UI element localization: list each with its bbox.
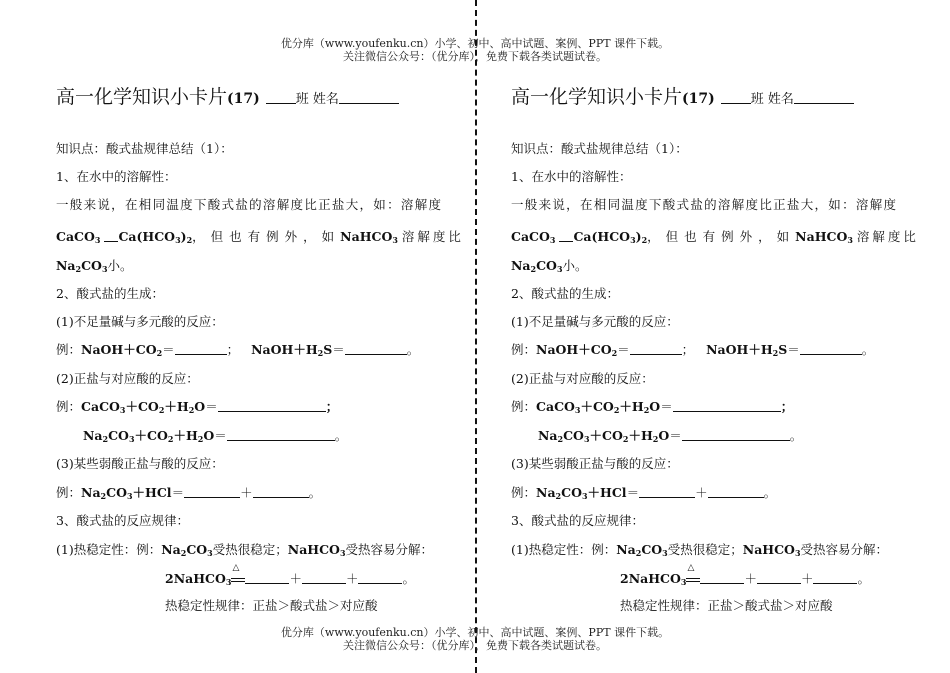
example-label: 例： xyxy=(511,342,537,357)
na2co3-na: Na xyxy=(616,542,636,557)
example-label: 例： xyxy=(56,342,82,357)
name-blank xyxy=(339,91,399,104)
caco3: CaCO xyxy=(511,229,550,244)
card-title xyxy=(56,80,476,114)
answer-blank xyxy=(345,342,407,355)
card-title-main: 高一化学知识小卡片 xyxy=(511,86,683,108)
plus-co2: ＋CO xyxy=(589,428,623,443)
nahco3: NaHCO xyxy=(340,229,393,244)
solubility-formula-line: CaCO$_3$ $Ca(HCO_3)_2$，但也有例外，如NaHCO$_3$ 溶解度比 xyxy=(511,229,919,245)
na2co3-co: CO xyxy=(106,485,127,500)
answer-blank xyxy=(253,485,309,498)
answer-blank xyxy=(184,485,240,498)
plus: ＋ xyxy=(695,485,708,500)
answer-blank xyxy=(245,571,289,584)
answer-blank xyxy=(700,571,744,584)
decompose-text: 受热容易分解： xyxy=(345,542,434,557)
plus-hcl: ＋HCl xyxy=(132,485,172,500)
footer-line-2: 关注微信公众号：（优分库），免费下载各类试题试卷。 xyxy=(343,639,607,652)
section-2-3: (3)某些弱酸正盐与酸的反应： xyxy=(56,456,224,471)
naoh-h2s-a: NaOH＋H xyxy=(251,342,318,357)
decomposition-line: 2NaHCO$_3$ △ ＋ ＋ 。 xyxy=(620,570,950,588)
answer-blank xyxy=(630,342,682,355)
reaction-2-line: 例：$CaCO_3+CO_2+H_2O=$ ； xyxy=(56,399,339,415)
plus-co2: ＋CO xyxy=(134,428,168,443)
equals: ＝ xyxy=(660,399,673,414)
reaction-4-line: 例：$Na_2CO_3+HCl=$ ＋ 。 xyxy=(56,485,322,501)
header-line-2: 关注微信公众号：（优分库），免费下载各类试题试卷。 xyxy=(343,50,607,63)
exception-text: ，但也有例外，如 xyxy=(192,229,341,244)
ca-hco3: Ca(HCO xyxy=(118,229,176,244)
plus-h2o-a: ＋H xyxy=(164,399,189,414)
na2co3-na: Na xyxy=(511,258,531,273)
heat-triangle: △ xyxy=(232,563,240,573)
plus-h2o-b: O xyxy=(658,428,670,443)
na2co3-na: Na xyxy=(83,428,103,443)
plus-h2o-a: ＋H xyxy=(628,428,653,443)
section-3-1: (1)热稳定性：例：$Na_2CO_3$受热很稳定；NaHCO$_3$受热容易分解： xyxy=(511,542,889,558)
plus-h2o-a: ＋H xyxy=(173,428,198,443)
period: 。 xyxy=(402,571,415,586)
answer-blank xyxy=(673,399,781,412)
small-text: 小。 xyxy=(562,258,588,273)
na2co3-co: CO xyxy=(108,428,129,443)
nahco3: NaHCO xyxy=(287,542,340,557)
na2co3-small-line: $Na_2CO_3$小。 xyxy=(511,258,588,274)
thermal-stability-label: (1)热稳定性：例： xyxy=(56,542,162,557)
answer-blank xyxy=(682,428,790,441)
plus-h2o-a: ＋H xyxy=(619,399,644,414)
equals: ＝ xyxy=(214,428,227,443)
reaction-1-line: 例：$NaOH+CO_2=$ ； $NaOH+H_2S=$ 。 xyxy=(511,342,875,358)
example-label: 例： xyxy=(56,485,82,500)
section-2-heading: 2、酸式盐的生成： xyxy=(56,286,164,301)
na2co3-na: Na xyxy=(161,542,181,557)
na2co3-small-line: $Na_2CO_3$小。 xyxy=(56,258,133,274)
plus-co2: ＋CO xyxy=(125,399,159,414)
answer-blank xyxy=(800,342,862,355)
period: 。 xyxy=(789,428,803,443)
na2co3-co: CO xyxy=(641,542,663,557)
period: 。 xyxy=(861,342,875,357)
plus-h2o-b: O xyxy=(649,399,661,414)
caco3: CaCO xyxy=(56,229,95,244)
equals: ＝ xyxy=(162,342,175,357)
equals: ＝ xyxy=(617,342,630,357)
exception-text: ，但也有例外，如 xyxy=(647,229,796,244)
plus: ＋ xyxy=(240,485,253,500)
caco3: CaCO xyxy=(81,399,120,414)
naoh-h2s-b: S xyxy=(778,342,788,357)
stable-text: 受热很稳定； xyxy=(212,542,288,557)
na2co3-na: Na xyxy=(56,258,76,273)
reaction-1-line: 例：$NaOH+CO_2=$ ； $NaOH+H_2S=$ 。 xyxy=(56,342,420,358)
naoh-h2s-a: NaOH＋H xyxy=(706,342,773,357)
semicolon: ； xyxy=(226,342,240,357)
semicolon: ； xyxy=(780,399,794,414)
name-blank xyxy=(794,91,854,104)
compare-blank xyxy=(104,229,118,242)
heating-sign xyxy=(686,563,700,588)
plus: ＋ xyxy=(744,571,757,586)
footer-line-1: 优分库（www.youfenku.cn）小学、初中、高中试题、案例、PPT 课件下载。 xyxy=(280,626,670,639)
na2co3-na: Na xyxy=(538,428,558,443)
na2co3-co: CO xyxy=(186,542,208,557)
ca-hco3: Ca(HCO xyxy=(573,229,631,244)
card-title-number: (17) xyxy=(682,91,715,107)
2nahco3: 2NaHCO xyxy=(165,571,226,586)
equals: ＝ xyxy=(332,342,345,357)
heat-triangle: △ xyxy=(687,563,695,573)
naoh-co2: NaOH＋CO xyxy=(81,342,157,357)
solubility-text: 一般来说，在相同温度下酸式盐的溶解度比正盐大，如：溶解度 xyxy=(56,197,441,212)
reaction-4-line: 例：$Na_2CO_3+HCl=$ ＋ 。 xyxy=(511,485,777,501)
section-3-heading: 3、酸式盐的反应规律： xyxy=(511,513,644,528)
na2co3-co: CO xyxy=(563,428,584,443)
knowledge-card-right xyxy=(511,80,931,613)
decomposition-line: 2NaHCO$_3$ △ ＋ ＋ 。 xyxy=(165,570,550,588)
plus: ＋ xyxy=(800,571,814,586)
small-text: 小。 xyxy=(107,258,133,273)
topic-line: 知识点：酸式盐规律总结（1）： xyxy=(511,141,688,156)
plus-co2: ＋CO xyxy=(580,399,614,414)
class-blank xyxy=(266,91,296,104)
compare-blank xyxy=(559,229,573,242)
solubility-compare-text: 溶解度比 xyxy=(401,229,464,244)
section-2-heading: 2、酸式盐的生成： xyxy=(511,286,619,301)
period: 。 xyxy=(308,485,322,500)
class-name-label: 班 姓名 xyxy=(750,92,794,107)
equals: ＝ xyxy=(669,428,682,443)
section-2-1: (1)不足量碱与多元酸的反应： xyxy=(511,314,679,329)
answer-blank xyxy=(639,485,695,498)
section-3-1: (1)热稳定性：例：$Na_2CO_3$受热很稳定；NaHCO$_3$受热容易分解： xyxy=(56,542,434,558)
header-line-1: 优分库（www.youfenku.cn）小学、初中、高中试题、案例、PPT 课件下载。 xyxy=(280,37,670,50)
example-label: 例： xyxy=(56,399,82,414)
plus-h2o-b: O xyxy=(203,428,215,443)
naoh-co2: NaOH＋CO xyxy=(536,342,612,357)
answer-blank xyxy=(757,571,801,584)
semicolon: ； xyxy=(325,399,339,414)
semicolon: ； xyxy=(681,342,695,357)
plus: ＋ xyxy=(345,571,359,586)
reaction-2-line: 例：$CaCO_3+CO_2+H_2O=$ ； xyxy=(511,399,794,415)
naoh-h2s-b: S xyxy=(323,342,333,357)
solubility-text: 一般来说，在相同温度下酸式盐的溶解度比正盐大，如：溶解度 xyxy=(511,197,896,212)
class-blank xyxy=(721,91,751,104)
answer-blank xyxy=(218,399,326,412)
class-name-label: 班 姓名 xyxy=(295,92,339,107)
period: 。 xyxy=(406,342,420,357)
equals: ＝ xyxy=(171,485,185,500)
nahco3: NaHCO xyxy=(742,542,795,557)
answer-blank xyxy=(302,571,346,584)
solubility-compare-text: 溶解度比 xyxy=(856,229,919,244)
card-title xyxy=(511,80,931,114)
section-2-3: (3)某些弱酸正盐与酸的反应： xyxy=(511,456,679,471)
2nahco3: 2NaHCO xyxy=(620,571,681,586)
stable-text: 受热很稳定； xyxy=(667,542,743,557)
section-2-2: (2)正盐与对应酸的反应： xyxy=(56,371,199,386)
reaction-3-line: $Na_2CO_3+CO_2+H_2O=$ 。 xyxy=(83,428,348,444)
thermal-stability-label: (1)热稳定性：例： xyxy=(511,542,617,557)
section-1-heading: 1、在水中的溶解性： xyxy=(56,169,177,184)
na2co3-co: CO xyxy=(81,258,102,273)
answer-blank xyxy=(227,428,335,441)
example-label: 例： xyxy=(511,399,537,414)
answer-blank xyxy=(813,571,857,584)
na2co3-co: CO xyxy=(561,485,582,500)
heating-sign xyxy=(231,563,245,588)
decompose-text: 受热容易分解： xyxy=(800,542,889,557)
stability-rule: 热稳定性规律：正盐＞酸式盐＞对应酸 xyxy=(620,598,833,613)
solubility-formula-line: CaCO$_3$ $Ca(HCO_3)_2$，但也有例外，如NaHCO$_3$ 溶解度比 xyxy=(56,229,464,245)
plus: ＋ xyxy=(289,571,302,586)
nahco3: NaHCO xyxy=(795,229,848,244)
stability-rule: 热稳定性规律：正盐＞酸式盐＞对应酸 xyxy=(165,598,378,613)
na2co3-co: CO xyxy=(536,258,557,273)
equals: ＝ xyxy=(787,342,800,357)
period: 。 xyxy=(334,428,348,443)
topic-line: 知识点：酸式盐规律总结（1）： xyxy=(56,141,233,156)
caco3: CaCO xyxy=(536,399,575,414)
period: 。 xyxy=(763,485,777,500)
plus-h2o-b: O xyxy=(194,399,206,414)
na2co3-na: Na xyxy=(81,485,101,500)
plus-hcl: ＋HCl xyxy=(587,485,627,500)
example-label: 例： xyxy=(511,485,537,500)
na2co3-na: Na xyxy=(536,485,556,500)
section-1-heading: 1、在水中的溶解性： xyxy=(511,169,632,184)
card-title-main: 高一化学知识小卡片 xyxy=(56,86,228,108)
section-2-2: (2)正盐与对应酸的反应： xyxy=(511,371,654,386)
equals: ＝ xyxy=(205,399,218,414)
answer-blank xyxy=(358,571,402,584)
knowledge-card-left xyxy=(56,80,476,613)
card-title-number: (17) xyxy=(227,91,260,107)
equals: ＝ xyxy=(626,485,640,500)
section-2-1: (1)不足量碱与多元酸的反应： xyxy=(56,314,224,329)
answer-blank xyxy=(708,485,764,498)
reaction-3-line: $Na_2CO_3+CO_2+H_2O=$ 。 xyxy=(538,428,803,444)
answer-blank xyxy=(175,342,227,355)
section-3-heading: 3、酸式盐的反应规律： xyxy=(56,513,189,528)
period: 。 xyxy=(857,571,870,586)
